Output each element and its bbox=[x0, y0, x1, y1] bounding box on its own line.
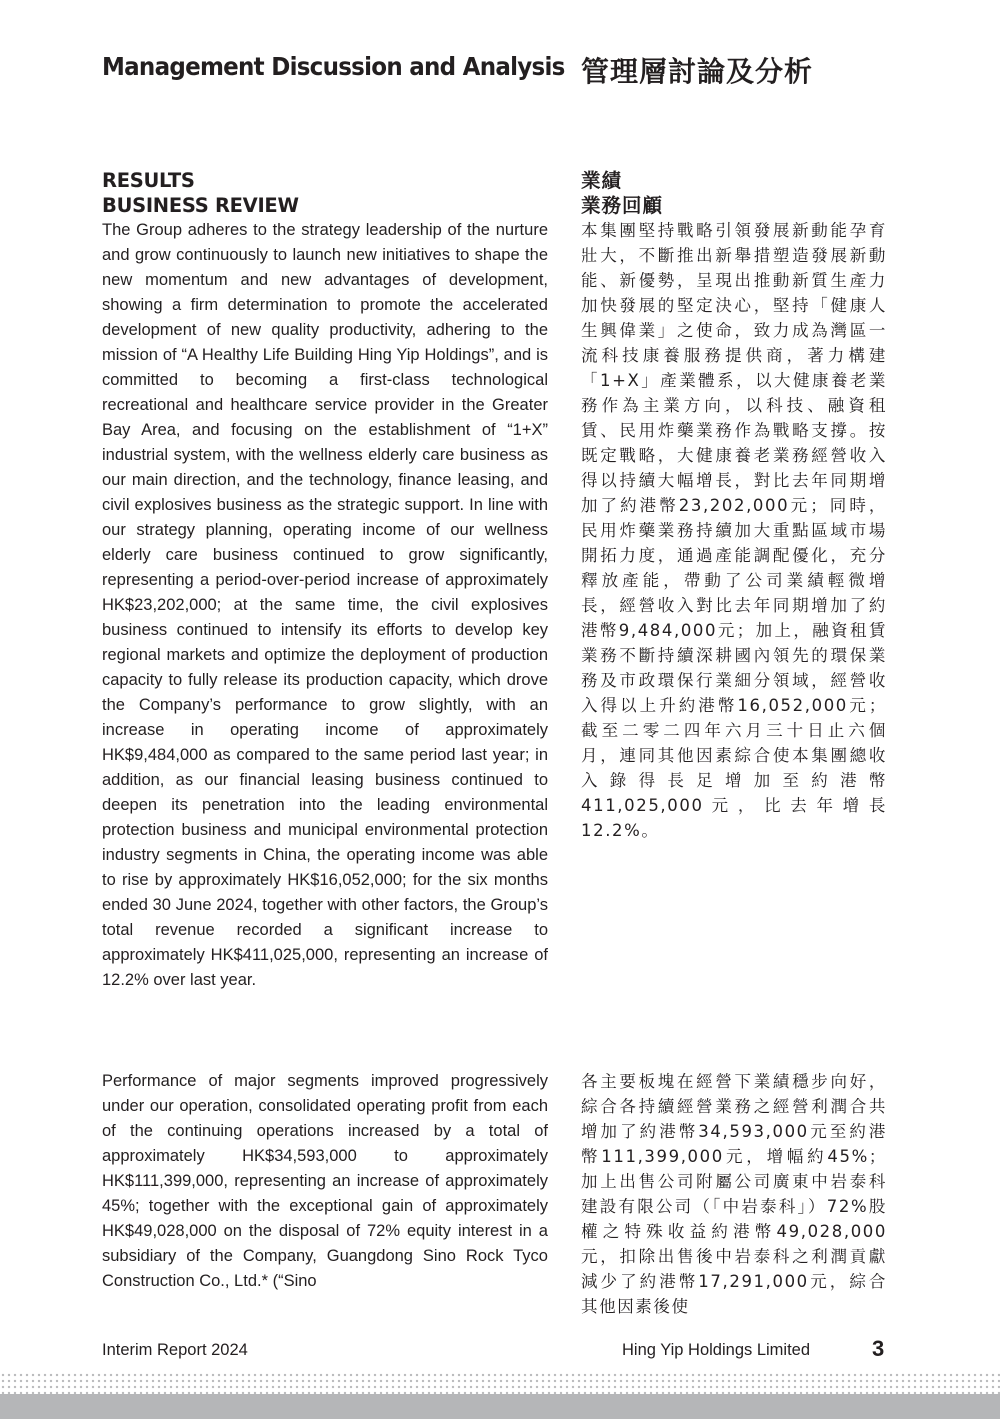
section-subtitle-en: BUSINESS REVIEW bbox=[102, 194, 299, 217]
paragraph-en-2: Performance of major segments improved progressively under our operation, consolidated operating profit from each of the continuing operations increased by a total of approximately HK$34,593,000 to approximately HK$111,399,000, representing an increase of approximately 45%; together with the exceptional gain of approximately HK$49,028,000 on the disposal of 72% equity interest in a subsidiary of the Company, Guangdong Sino Rock Tyco Construction Co., Ltd.* (“Sino bbox=[102, 1072, 548, 1290]
footer-company-name: Hing Yip Holdings Limited bbox=[622, 1341, 811, 1359]
footer-bar bbox=[0, 1394, 1000, 1419]
footer-report-name: Interim Report 2024 bbox=[102, 1341, 248, 1359]
section-title-zh: 業績 bbox=[581, 169, 623, 192]
page-header-title-zh: 管理層討論及分析 bbox=[581, 55, 814, 88]
section-heading-en bbox=[102, 168, 548, 218]
paragraph-en-1: The Group adheres to the strategy leadership of the nurture and grow continuously to launch new initiatives to shape the new momentum and new advantages of development, showing a firm determination to promote the accelerated development of new quality productivity, adhering to the mission of “A Healthy Life Building Hing Yip Holdings”, and is committed to becoming a first-class technological recreational and healthcare service provider in the Greater Bay Area, and focusing on the establishment of “1+X” industrial system, with the wellness elderly care business as our main direction, and the technology, finance leasing, and civil explosives business as the strategic support. In line with our strategy planning, operating income of our wellness elderly care business continued to grow significantly, representing a period-over-period increase of approximately HK$23,202,000; at the same time, the civil explosives business continued to intensify its efforts to develop key regional markets and optimize the deployment of production capacity to fully release its production capacity, which drove the Company’s performance to grow slightly, with an increase in operating income of approximately HK$9,484,000 as compared to the same period last year; in addition, as our financial leasing business continued to deepen its penetration into the leading environmental protection business and municipal environmental protection industry segments in China, the operating income was able to rise by approximately HK$16,052,000; for the six months ended 30 June 2024, together with other factors, the Group’s total revenue recorded a significant increase to approximately HK$411,025,000, representing an increase of 12.2% over last year. bbox=[102, 221, 548, 989]
page-header-title-en: Management Discussion and Analysis bbox=[102, 52, 565, 81]
paragraph-zh-1: 本集團堅持戰略引領發展新動能孕育壯大，不斷推出新舉措塑造發展新動能、新優勢，呈現出推動新質生產力加快發展的堅定決心，堅持「健康人生興偉業」之使命，致力成為灣區一流科技康養服務提供商，著力構建「1+X」產業體系，以大健康養老業務作為主業方向，以科技、融資租賃、民用炸藥業務作為戰略支撐。按既定戰略，大健康養老業務經營收入得以持續大幅增長，對比去年同期增加了約港幣23,202,000元；同時，民用炸藥業務持續加大重點區域市場開拓力度，通過產能調配優化，充分釋放產能，帶動了公司業績輕微增長，經營收入對比去年同期增加了約港幣9,484,000元；加上，融資租賃業務不斷持續深耕國內領先的環保業務及市政環保行業細分領域，經營收入得以上升約港幣16,052,000元；截至二零二四年六月三十日止六個月，連同其他因素綜合使本集團總收入錄得長足增加至約港幣411,025,000元，比去年增長12.2%。 bbox=[581, 221, 887, 840]
paragraph-zh-2: 各主要板塊在經營下業績穩步向好，綜合各持續經營業務之經營利潤合共增加了約港幣34,593,000元至約港幣111,399,000元，增幅約45%；加上出售公司附屬公司廣東中岩泰科建設有限公司（「中岩泰科」）72%股權之特殊收益約港幣49,028,000元，扣除出售後中岩泰科之利潤貢獻減少了約港幣17,291,000元，綜合其他因素後使 bbox=[581, 1072, 887, 1316]
page-number: 3 bbox=[872, 1336, 885, 1361]
section-title-en: RESULTS bbox=[102, 169, 195, 192]
section-subtitle-zh: 業務回顧 bbox=[581, 194, 664, 217]
footer-dot-pattern bbox=[0, 1372, 1000, 1394]
section-heading-zh bbox=[581, 168, 887, 218]
